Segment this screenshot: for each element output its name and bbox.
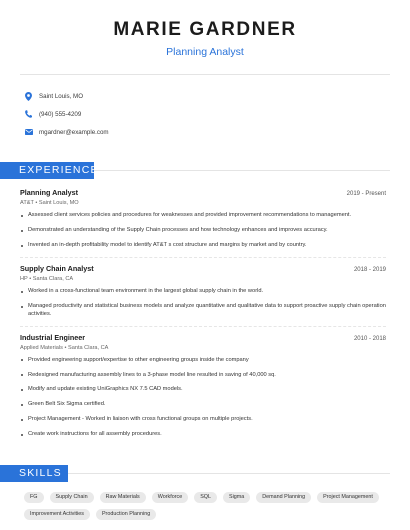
skills-heading: SKILLS <box>0 465 68 482</box>
bullet-item: Demonstrated an understanding of the Supply Chain processes and how technology enhances and improves accuracy. <box>20 227 386 235</box>
experience-heading: EXPERIENCE <box>0 162 94 179</box>
bullet-item: Worked in a cross-functional team environment in the largest global supply chain in the world. <box>20 288 386 296</box>
job-bullets <box>20 212 386 250</box>
experience-section-header <box>0 162 410 179</box>
skill-chip: Sigma <box>223 492 250 503</box>
job-company: AT&T <box>20 200 34 206</box>
skill-chip: FG <box>24 492 44 503</box>
candidate-title: Planning Analyst <box>166 46 244 58</box>
job-role: Planning Analyst <box>20 188 79 197</box>
job-location: Saint Louis, MO <box>38 200 79 206</box>
job-company-line <box>20 200 386 206</box>
contact-list <box>0 75 410 141</box>
separator-dot: • <box>29 275 33 282</box>
separator-dot: • <box>64 344 68 351</box>
job-divider <box>20 326 386 327</box>
skill-chip: Project Management <box>317 492 379 503</box>
job-company: Applied Materials <box>20 344 63 351</box>
job-location: Santa Clara, CA <box>32 275 74 282</box>
resume-header <box>0 0 410 58</box>
phone-icon <box>24 109 33 119</box>
contact-phone-text: (940) 555-4209 <box>39 110 82 118</box>
job-bullets <box>20 288 386 318</box>
skill-chip: Improvement Activities <box>24 509 90 520</box>
job-entry <box>20 333 386 440</box>
contact-location-text: Saint Louis, MO <box>39 92 84 100</box>
job-company: HP <box>20 275 28 282</box>
skill-chip: Raw Materials <box>100 492 146 503</box>
skill-chip: SQL <box>194 492 217 503</box>
skill-chip: Demand Planning <box>256 492 311 503</box>
contact-location <box>24 87 410 105</box>
job-entry <box>20 264 386 327</box>
bullet-item: Create work instructions for all assembly procedures. <box>20 431 386 439</box>
job-bullets <box>20 357 386 440</box>
job-role: Industrial Engineer <box>20 332 86 342</box>
experience-list <box>0 188 410 439</box>
job-dates: 2010 - 2018 <box>353 335 386 342</box>
job-company-line <box>20 345 386 351</box>
candidate-name: MARIE GARDNER <box>113 19 297 40</box>
location-pin-icon <box>24 91 33 101</box>
bullet-item: Redesigned manufacturing assembly lines to a 3-phase model line resulted in saving of 40,000 sq. <box>20 372 386 380</box>
job-location: Santa Clara, CA <box>68 344 109 351</box>
job-entry <box>20 188 386 258</box>
bullet-item: Managed productivity and statistical business models and analyze quantitative and qualitative data to support proactive supply chain operation activities. <box>20 303 386 318</box>
bullet-item: Invented an in-depth profitability model to identify AT&T s cost structure and margins by market and by country. <box>20 242 386 250</box>
skill-chip: Supply Chain <box>50 492 94 503</box>
bullet-item: Provided engineering support/expertise to other engineering groups inside the company <box>20 357 386 365</box>
skill-chip: Production Planning <box>96 509 156 520</box>
bullet-item: Project Management - Worked in liaison with cross functional groups on multiple projects. <box>20 416 386 424</box>
skills-section-header <box>0 465 410 482</box>
separator-dot: • <box>35 200 39 206</box>
skills-list <box>0 492 410 526</box>
job-role: Supply Chain Analyst <box>20 263 94 273</box>
contact-phone <box>24 105 410 123</box>
job-company-line <box>20 276 386 282</box>
contact-email-text: mgardner@example.com <box>39 128 109 136</box>
skill-chip: Workforce <box>152 492 188 503</box>
job-dates: 2019 - Present <box>346 191 386 197</box>
envelope-icon <box>24 127 33 137</box>
contact-email <box>24 123 410 141</box>
job-divider <box>20 257 386 258</box>
bullet-item: Green Belt Six Sigma certified. <box>20 401 386 409</box>
job-dates: 2018 - 2019 <box>353 266 386 273</box>
bullet-item: Assessed client services policies and procedures for weaknesses and provided improvement recommendations to management. <box>20 212 386 220</box>
bullet-item: Modify and update existing UniGraphics NX 7.5 CAD models. <box>20 386 386 394</box>
